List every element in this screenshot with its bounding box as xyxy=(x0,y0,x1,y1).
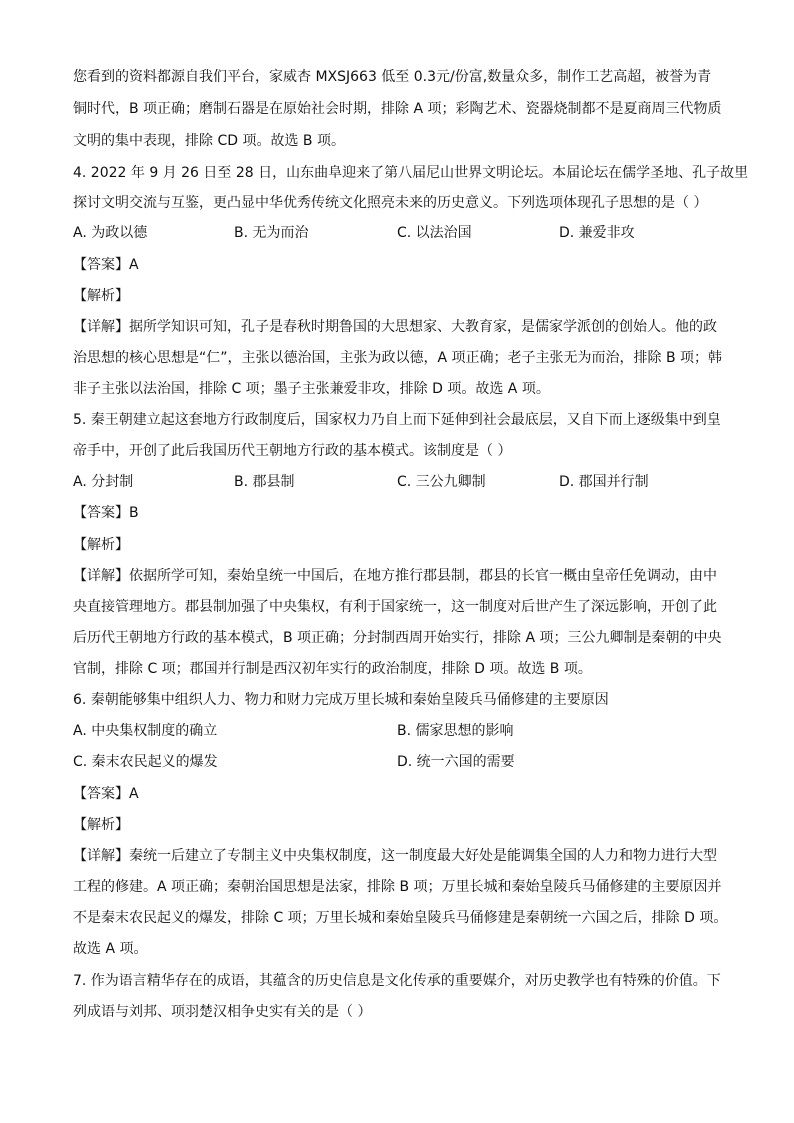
q4-detail-line-2: 治思想的核心思想是“仁”，主张以德治国，主张为政以德，A 项正确；老子主张无为而治，排除 B 项；韩 xyxy=(73,350,723,366)
q7-stem-line-2: 列成语与刘邦、项羽楚汉相争史实有关的是（ ） xyxy=(73,1004,372,1020)
q6-option-b: B. 儒家思想的影响 xyxy=(397,723,514,739)
q4-analysis-label: 【解析】 xyxy=(73,288,129,304)
q5-option-b: B. 郡县制 xyxy=(234,474,295,490)
q4-stem-line-1: 4. 2022 年 9 月 26 日至 28 日，山东曲阜迎来了第八届尼山世界文明论坛。本届论坛在儒学圣地、孔子故里 xyxy=(73,165,749,181)
q4-option-a: A. 为政以德 xyxy=(73,225,148,241)
q6-detail-line-3: 不是秦末农民起义的爆发，排除 C 项；万里长城和秦始皇陵兵马俑修建是秦朝统一六国之后，排除 D 项。 xyxy=(73,910,728,926)
q5-detail-line-4: 官制，排除 C 项；郡国并行制是西汉初年实行的政治制度，排除 D 项。故选 B 项。 xyxy=(73,661,592,677)
q4-detail-line-3: 非子主张以法治国，排除 C 项；墨子主张兼爱非攻，排除 D 项。故选 A 项。 xyxy=(73,381,550,397)
q5-analysis-label: 【解析】 xyxy=(73,537,129,553)
q6-answer: 【答案】A xyxy=(73,786,139,802)
q3-explanation-line-3: 文明的集中表现，排除 CD 项。故选 B 项。 xyxy=(73,133,345,149)
q5-detail-line-3: 后历代王朝地方行政的基本模式，B 项正确；分封制西周开始实行，排除 A 项；三公九卿制是秦朝的中央 xyxy=(73,630,722,646)
q6-analysis-label: 【解析】 xyxy=(73,817,129,833)
q5-detail-line-1: 【详解】依据所学可知，秦始皇统一中国后，在地方推行郡县制，郡县的长官一概由皇帝任免调动，由中 xyxy=(73,568,717,584)
q6-stem-line-1: 6. 秦朝能够集中组织人力、物力和财力完成万里长城和秦始皇陵兵马俑修建的主要原因 xyxy=(73,692,609,708)
q5-option-d: D. 郡国并行制 xyxy=(559,474,649,490)
q4-option-c: C. 以法治国 xyxy=(397,225,472,241)
q4-option-d: D. 兼爱非攻 xyxy=(559,225,635,241)
q4-answer: 【答案】A xyxy=(73,257,139,273)
q3-explanation-line-1: 您看到的资料都源自我们平台，家威杏 MXSJ663 低至 0.3元/份富,数量众多，制作工艺高超，被誉为青 xyxy=(73,69,712,85)
q4-stem-line-2: 探讨文明交流与互鉴，更凸显中华优秀传统文化照亮未来的历史意义。下列选项体现孔子思想的是（ ） xyxy=(73,195,708,211)
q5-detail-line-2: 央直接管理地方。郡县制加强了中央集权，有利于国家统一，这一制度对后世产生了深远影响，开创了此 xyxy=(73,599,717,615)
q6-option-d: D. 统一六国的需要 xyxy=(397,754,515,770)
q5-stem-line-1: 5. 秦王朝建立起这套地方行政制度后，国家权力乃自上而下延伸到社会最底层，又自下而上逐级集中到皇 xyxy=(73,412,721,428)
q6-option-c: C. 秦末农民起义的爆发 xyxy=(73,754,218,770)
q4-option-b: B. 无为而治 xyxy=(234,225,309,241)
q6-detail-line-2: 工程的修建。A 项正确；秦朝治国思想是法家，排除 B 项；万里长城和秦始皇陵兵马俑修建的主要原因并 xyxy=(73,879,722,895)
q6-option-a: A. 中央集权制度的确立 xyxy=(73,723,218,739)
q5-stem-line-2: 帝手中，开创了此后我国历代王朝地方行政的基本模式。该制度是（ ） xyxy=(73,443,512,459)
q5-option-a: A. 分封制 xyxy=(73,474,134,490)
q6-detail-line-4: 故选 A 项。 xyxy=(73,941,148,957)
q3-explanation-line-2: 铜时代，B 项正确；磨制石器是在原始社会时期，排除 A 项；彩陶艺术、瓷器烧制都不是夏商周三代物质 xyxy=(73,101,722,117)
q5-option-c: C. 三公九卿制 xyxy=(397,474,486,490)
q6-detail-line-1: 【详解】秦统一后建立了专制主义中央集权制度，这一制度最大好处是能调集全国的人力和物力进行大型 xyxy=(73,848,717,864)
q4-detail-line-1: 【详解】据所学知识可知，孔子是春秋时期鲁国的大思想家、大教育家，是儒家学派创的创始人。他的政 xyxy=(73,319,717,335)
q5-answer: 【答案】B xyxy=(73,505,139,521)
q7-stem-line-1: 7. 作为语言精华存在的成语，其蕴含的历史信息是文化传承的重要媒介，对历史教学也有特殊的价值。下 xyxy=(73,973,721,989)
